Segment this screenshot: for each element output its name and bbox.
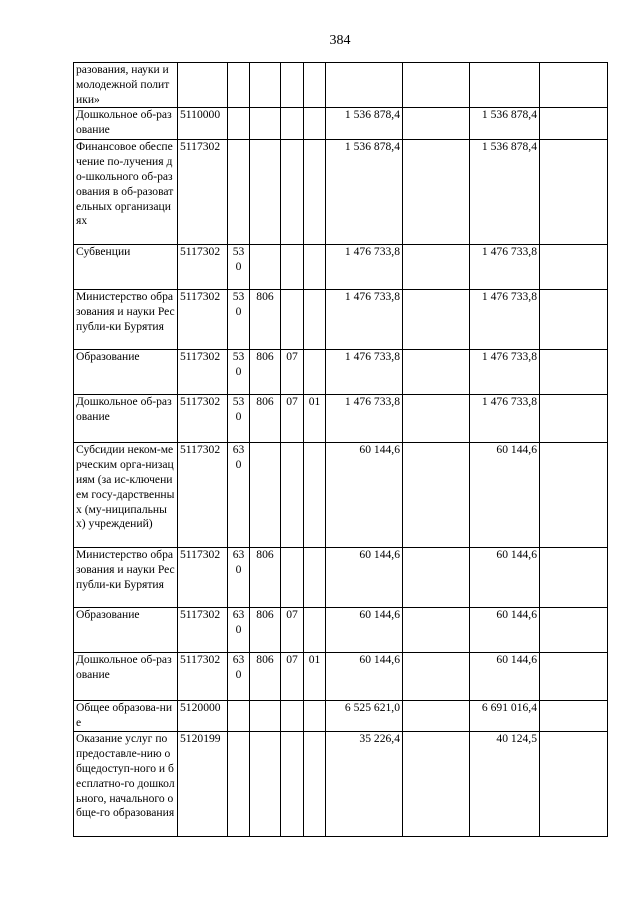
cell-name: Оказание услуг по предоставле-нию общедоступ-ного и бесплатно-го дошкольного, начального обще-го образования xyxy=(74,732,178,837)
table-row xyxy=(74,63,608,108)
cell-expense-type: 630 xyxy=(228,653,250,701)
cell-amount-1: 60 144,6 xyxy=(326,608,403,653)
cell-name: Субсидии неком-мерческим орга-низациям (за ис-ключением госу-дарственных (му-ниципальных) учреждений) xyxy=(74,443,178,548)
cell-name: Дошкольное об-разование xyxy=(74,108,178,140)
table-row xyxy=(74,108,608,140)
cell-amount-2 xyxy=(403,245,470,290)
cell-amount-4 xyxy=(540,653,608,701)
cell-code: 5117302 xyxy=(178,608,228,653)
table-row xyxy=(74,548,608,608)
cell-name: Министерство образования и науки Республи-ки Бурятия xyxy=(74,548,178,608)
cell-section xyxy=(281,443,304,548)
cell-amount-4 xyxy=(540,108,608,140)
cell-ministry xyxy=(250,140,281,245)
cell-subsection xyxy=(304,732,326,837)
cell-amount-2 xyxy=(403,548,470,608)
cell-code: 5120199 xyxy=(178,732,228,837)
cell-code: 5117302 xyxy=(178,653,228,701)
cell-code: 5117302 xyxy=(178,443,228,548)
cell-ministry xyxy=(250,443,281,548)
cell-ministry xyxy=(250,701,281,732)
cell-section: 07 xyxy=(281,608,304,653)
cell-expense-type xyxy=(228,108,250,140)
cell-code: 5117302 xyxy=(178,245,228,290)
cell-amount-1: 35 226,4 xyxy=(326,732,403,837)
cell-amount-1: 1 476 733,8 xyxy=(326,290,403,350)
cell-subsection xyxy=(304,63,326,108)
cell-section xyxy=(281,63,304,108)
cell-amount-4 xyxy=(540,350,608,395)
cell-code: 5117302 xyxy=(178,395,228,443)
cell-ministry: 806 xyxy=(250,290,281,350)
cell-amount-3 xyxy=(470,63,540,108)
cell-section xyxy=(281,108,304,140)
page-number: 384 xyxy=(329,33,351,48)
cell-amount-2 xyxy=(403,653,470,701)
cell-subsection: 01 xyxy=(304,395,326,443)
cell-ministry xyxy=(250,63,281,108)
cell-ministry xyxy=(250,732,281,837)
cell-code: 5117302 xyxy=(178,548,228,608)
cell-amount-2 xyxy=(403,290,470,350)
cell-amount-4 xyxy=(540,443,608,548)
cell-ministry: 806 xyxy=(250,608,281,653)
cell-section: 07 xyxy=(281,395,304,443)
cell-subsection xyxy=(304,350,326,395)
cell-section xyxy=(281,245,304,290)
cell-amount-1: 60 144,6 xyxy=(326,443,403,548)
cell-subsection xyxy=(304,245,326,290)
cell-amount-1: 1 536 878,4 xyxy=(326,140,403,245)
cell-amount-2 xyxy=(403,443,470,548)
cell-expense-type: 630 xyxy=(228,443,250,548)
cell-name: Общее образова-ние xyxy=(74,701,178,732)
cell-expense-type: 530 xyxy=(228,395,250,443)
cell-amount-1: 1 536 878,4 xyxy=(326,108,403,140)
cell-amount-4 xyxy=(540,701,608,732)
cell-expense-type xyxy=(228,63,250,108)
cell-section xyxy=(281,732,304,837)
cell-code: 5120000 xyxy=(178,701,228,732)
cell-name: Образование xyxy=(74,350,178,395)
cell-amount-2 xyxy=(403,350,470,395)
cell-ministry: 806 xyxy=(250,653,281,701)
cell-amount-4 xyxy=(540,608,608,653)
cell-amount-3: 6 691 016,4 xyxy=(470,701,540,732)
cell-expense-type xyxy=(228,140,250,245)
cell-amount-2 xyxy=(403,140,470,245)
cell-amount-4 xyxy=(540,732,608,837)
table-row xyxy=(74,608,608,653)
cell-section xyxy=(281,140,304,245)
cell-subsection xyxy=(304,443,326,548)
cell-amount-1: 1 476 733,8 xyxy=(326,395,403,443)
cell-expense-type: 530 xyxy=(228,350,250,395)
table-row xyxy=(74,732,608,837)
cell-amount-4 xyxy=(540,395,608,443)
cell-code: 5117302 xyxy=(178,290,228,350)
cell-amount-2 xyxy=(403,63,470,108)
cell-code: 5117302 xyxy=(178,140,228,245)
cell-amount-3: 1 476 733,8 xyxy=(470,350,540,395)
cell-amount-3: 1 536 878,4 xyxy=(470,140,540,245)
cell-amount-3: 1 476 733,8 xyxy=(470,290,540,350)
cell-amount-4 xyxy=(540,290,608,350)
cell-amount-3: 60 144,6 xyxy=(470,443,540,548)
cell-ministry: 806 xyxy=(250,350,281,395)
cell-name: Министерство образования и науки Республи-ки Бурятия xyxy=(74,290,178,350)
cell-ministry: 806 xyxy=(250,395,281,443)
cell-amount-3: 40 124,5 xyxy=(470,732,540,837)
cell-name: Образование xyxy=(74,608,178,653)
cell-code: 5110000 xyxy=(178,108,228,140)
cell-expense-type: 630 xyxy=(228,548,250,608)
cell-subsection xyxy=(304,290,326,350)
table-row xyxy=(74,350,608,395)
cell-amount-1: 60 144,6 xyxy=(326,548,403,608)
cell-amount-4 xyxy=(540,63,608,108)
cell-expense-type xyxy=(228,732,250,837)
cell-expense-type: 530 xyxy=(228,245,250,290)
cell-expense-type: 630 xyxy=(228,608,250,653)
cell-name: Дошкольное об-разование xyxy=(74,653,178,701)
cell-amount-3: 60 144,6 xyxy=(470,548,540,608)
cell-amount-1: 6 525 621,0 xyxy=(326,701,403,732)
cell-ministry: 806 xyxy=(250,548,281,608)
cell-amount-3: 1 476 733,8 xyxy=(470,395,540,443)
cell-subsection xyxy=(304,140,326,245)
cell-ministry xyxy=(250,245,281,290)
cell-amount-1 xyxy=(326,63,403,108)
cell-subsection xyxy=(304,608,326,653)
cell-code: 5117302 xyxy=(178,350,228,395)
cell-amount-3: 1 476 733,8 xyxy=(470,245,540,290)
budget-table xyxy=(73,62,608,837)
cell-name: Дошкольное об-разование xyxy=(74,395,178,443)
cell-code xyxy=(178,63,228,108)
cell-amount-2 xyxy=(403,701,470,732)
cell-amount-1: 60 144,6 xyxy=(326,653,403,701)
table-row xyxy=(74,701,608,732)
cell-amount-2 xyxy=(403,395,470,443)
cell-amount-2 xyxy=(403,608,470,653)
cell-amount-2 xyxy=(403,732,470,837)
table-row xyxy=(74,140,608,245)
cell-amount-2 xyxy=(403,108,470,140)
cell-amount-4 xyxy=(540,548,608,608)
cell-expense-type: 530 xyxy=(228,290,250,350)
table-row xyxy=(74,653,608,701)
cell-amount-3: 1 536 878,4 xyxy=(470,108,540,140)
cell-section: 07 xyxy=(281,653,304,701)
cell-amount-1: 1 476 733,8 xyxy=(326,350,403,395)
cell-subsection xyxy=(304,108,326,140)
cell-section: 07 xyxy=(281,350,304,395)
cell-section xyxy=(281,548,304,608)
cell-subsection xyxy=(304,548,326,608)
cell-subsection xyxy=(304,701,326,732)
cell-expense-type xyxy=(228,701,250,732)
cell-subsection: 01 xyxy=(304,653,326,701)
cell-name: разования, науки и молодежной политики» xyxy=(74,63,178,108)
table-row xyxy=(74,395,608,443)
cell-section xyxy=(281,701,304,732)
table-row xyxy=(74,443,608,548)
cell-name: Финансовое обеспечение по-лучения до-школьного об-разования в об-разовательных организациях xyxy=(74,140,178,245)
cell-amount-3: 60 144,6 xyxy=(470,608,540,653)
cell-amount-4 xyxy=(540,140,608,245)
table-row xyxy=(74,245,608,290)
cell-amount-4 xyxy=(540,245,608,290)
cell-name: Субвенции xyxy=(74,245,178,290)
cell-amount-3: 60 144,6 xyxy=(470,653,540,701)
cell-ministry xyxy=(250,108,281,140)
table-row xyxy=(74,290,608,350)
cell-section xyxy=(281,290,304,350)
cell-amount-1: 1 476 733,8 xyxy=(326,245,403,290)
